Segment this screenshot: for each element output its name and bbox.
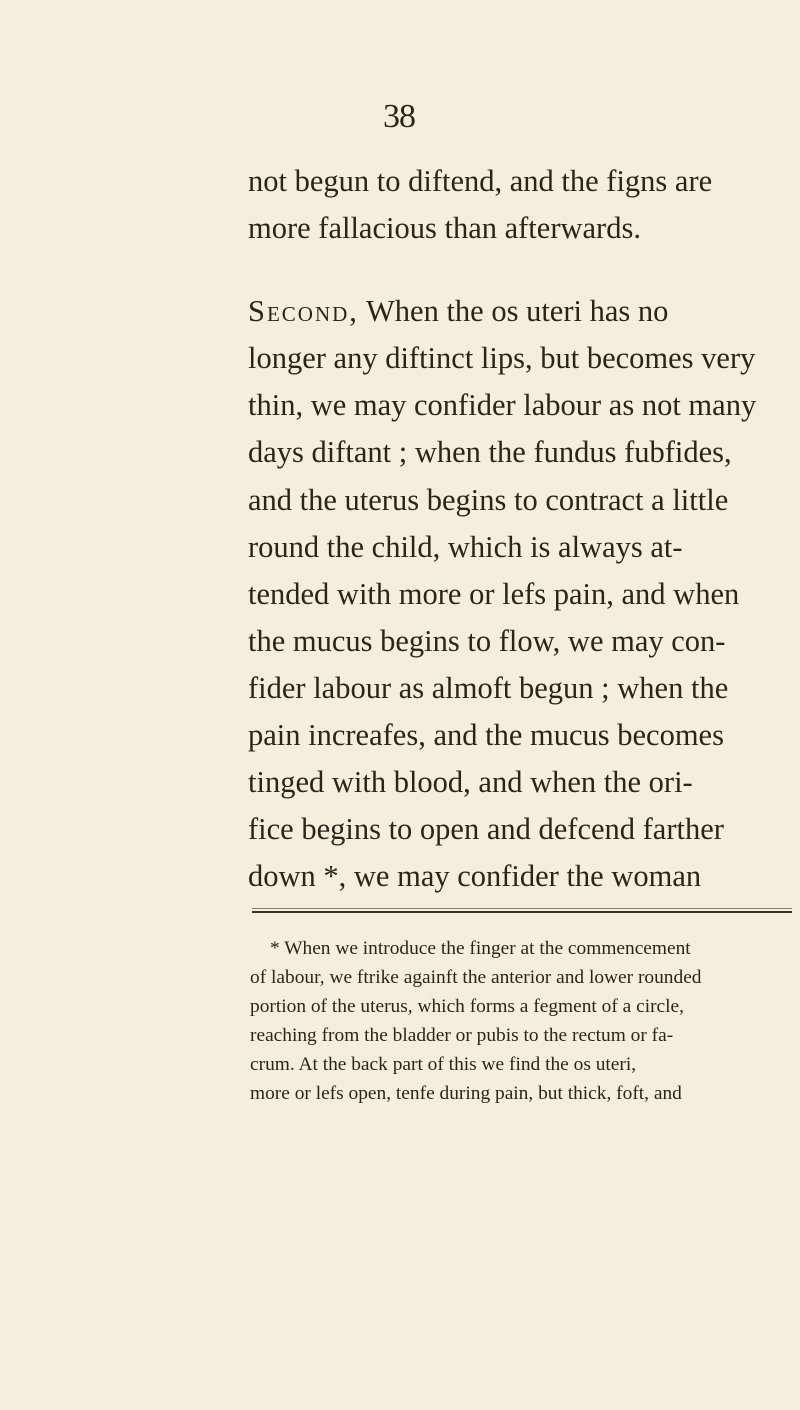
text-line: the mucus begins to flow, we may con- bbox=[248, 623, 726, 658]
text-line: round the child, which is always at- bbox=[248, 529, 683, 564]
text-line: thin, we may confider labour as not many bbox=[248, 388, 757, 423]
text-line: tended with more or lefs pain, and when bbox=[248, 576, 740, 611]
text-line: longer any diftinct lips, but becomes very bbox=[248, 341, 756, 376]
footnote bbox=[250, 934, 800, 1108]
footnote-line: portion of the uterus, which forms a fegment of a circle, bbox=[250, 996, 684, 1017]
text-line: pain increafes, and the mucus becomes bbox=[248, 718, 724, 753]
footnote-line: crum. At the back part of this we find the os uteri, bbox=[250, 1054, 637, 1075]
footnote-line: reaching from the bladder or pubis to the rectum or fa- bbox=[250, 1025, 674, 1046]
footnote-line: more or lefs open, tenfe during pain, but thick, foft, and bbox=[250, 1083, 682, 1104]
page-number: 38 bbox=[383, 98, 415, 135]
text-line: more fallacious than afterwards. bbox=[248, 211, 641, 246]
footnote-divider-thin bbox=[252, 908, 792, 909]
text-line: down *, we may confider the woman bbox=[248, 859, 702, 894]
text-line bbox=[248, 288, 800, 335]
text-line: not begun to diftend, and the figns are bbox=[248, 164, 713, 198]
footnote-line: of labour, we ftrike againft the anterior and lower rounded bbox=[250, 967, 702, 988]
text-line: days diftant ; when the fundus fubfides, bbox=[248, 435, 732, 470]
main-text bbox=[248, 158, 800, 900]
text-line: fider labour as almoft begun ; when the bbox=[248, 670, 729, 705]
paragraph-gap bbox=[248, 252, 800, 288]
text-line: fice begins to open and defcend farther bbox=[248, 812, 724, 847]
text-line: and the uterus begins to contract a little bbox=[248, 482, 729, 517]
section-lead-word: Second, bbox=[248, 294, 359, 329]
footnote-line: * When we introduce the finger at the commencement bbox=[270, 938, 691, 959]
text-line: tinged with blood, and when the ori- bbox=[248, 765, 693, 800]
text-fragment: When the os uteri has no bbox=[358, 294, 669, 329]
footnote-divider bbox=[252, 911, 792, 913]
